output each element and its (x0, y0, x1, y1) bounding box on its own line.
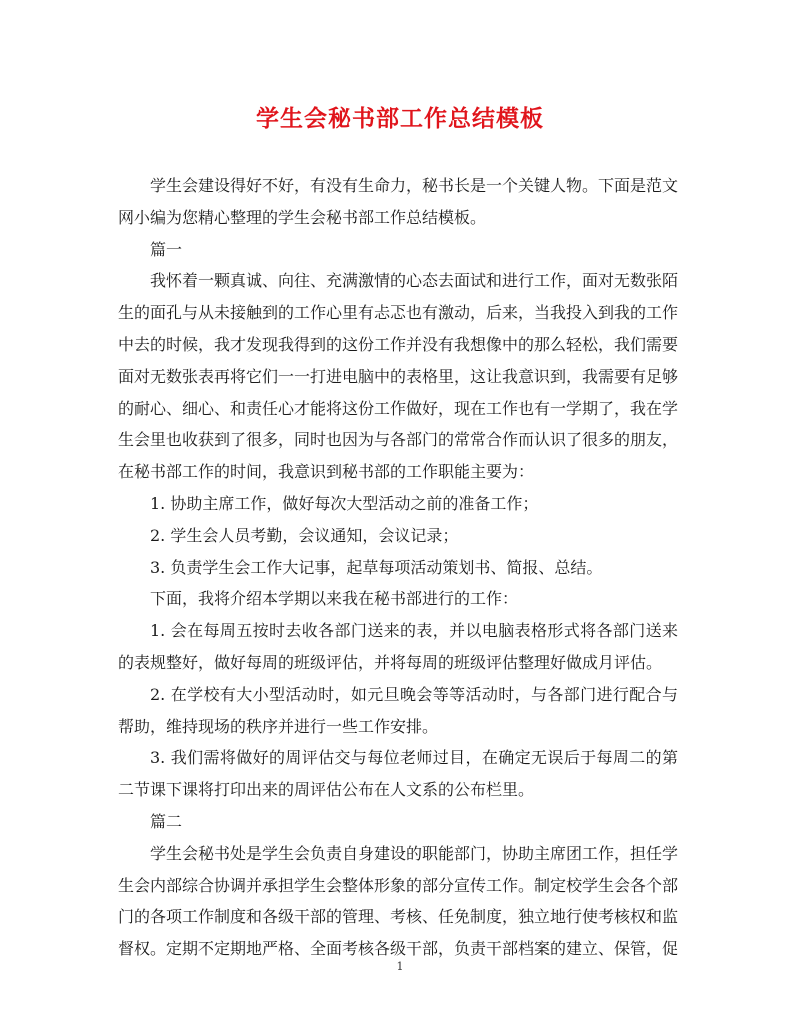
list-item: 3. 负责学生会工作大记事，起草每项活动策划书、简报、总结。 (150, 557, 603, 577)
document-title: 学生会秘书部工作总结模板 (256, 105, 544, 132)
section-heading-part-one: 篇一 (150, 239, 183, 259)
section-heading-part-two: 篇二 (150, 811, 183, 831)
body-paragraph: 下面，我将介绍本学期以来我在秘书部进行的工作： (150, 589, 519, 609)
list-item: 2. 在学校有大小型活动时，如元旦晚会等等活动时，与各部门进行配合与帮助，维持现场的秩序并进行一些工作安排。 (118, 684, 678, 736)
body-paragraph: 我怀着一颗真诚、向往、充满激情的心态去面试和进行工作，面对无数张陌生的面孔与从未接触到的工作心里有忐忑也有激动，后来，当我投入到我的工作中去的时候，我才发现我得到的这份工作并没有我想像中的那么轻松，我们需要面对无数张表再将它们一一打进电脑中的表格里，这让我意识到，我需要有足够的耐心、细心、和责任心才能将这份工作做好，现在工作也有一学期了，我在学生会里也收获到了很多，同时也因为与各部门的常常合作而认识了很多的朋友，在秘书部工作的时间，我意识到秘书部的工作职能主要为： (118, 271, 679, 482)
list-item: 1. 会在每周五按时去收各部门送来的表，并以电脑表格形式将各部门送来的表规整好，做好每周的班级评估，并将每周的班级评估整理好做成月评估。 (118, 621, 678, 672)
list-item: 2. 学生会人员考勤，会议通知，会议记录； (150, 525, 459, 545)
page-number: 1 (396, 960, 404, 973)
list-item: 1. 协助主席工作，做好每次大型活动之前的准备工作； (150, 493, 539, 513)
body-paragraph: 学生会秘书处是学生会负责自身建设的职能部门，协助主席团工作，担任学生会内部综合协调并承担学生会整体形象的部分宣传工作。制定校学生会各个部门的各项工作制度和各级干部的管理、考核、任免制度，独立地行使考核权和监督权。定期不定期地严格、全面考核各级干部，负责干部档案的建立、保管，促 (118, 843, 679, 959)
document-body (118, 170, 678, 965)
intro-paragraph: 学生会建设得好不好，有没有生命力，秘书长是一个关键人物。下面是范文网小编为您精心整理的学生会秘书部工作总结模板。 (118, 176, 679, 227)
list-item: 3. 我们需将做好的周评估交与每位老师过目，在确定无误后于每周二的第二节课下课将打印出来的周评估公布在人文系的公布栏里。 (118, 748, 678, 800)
